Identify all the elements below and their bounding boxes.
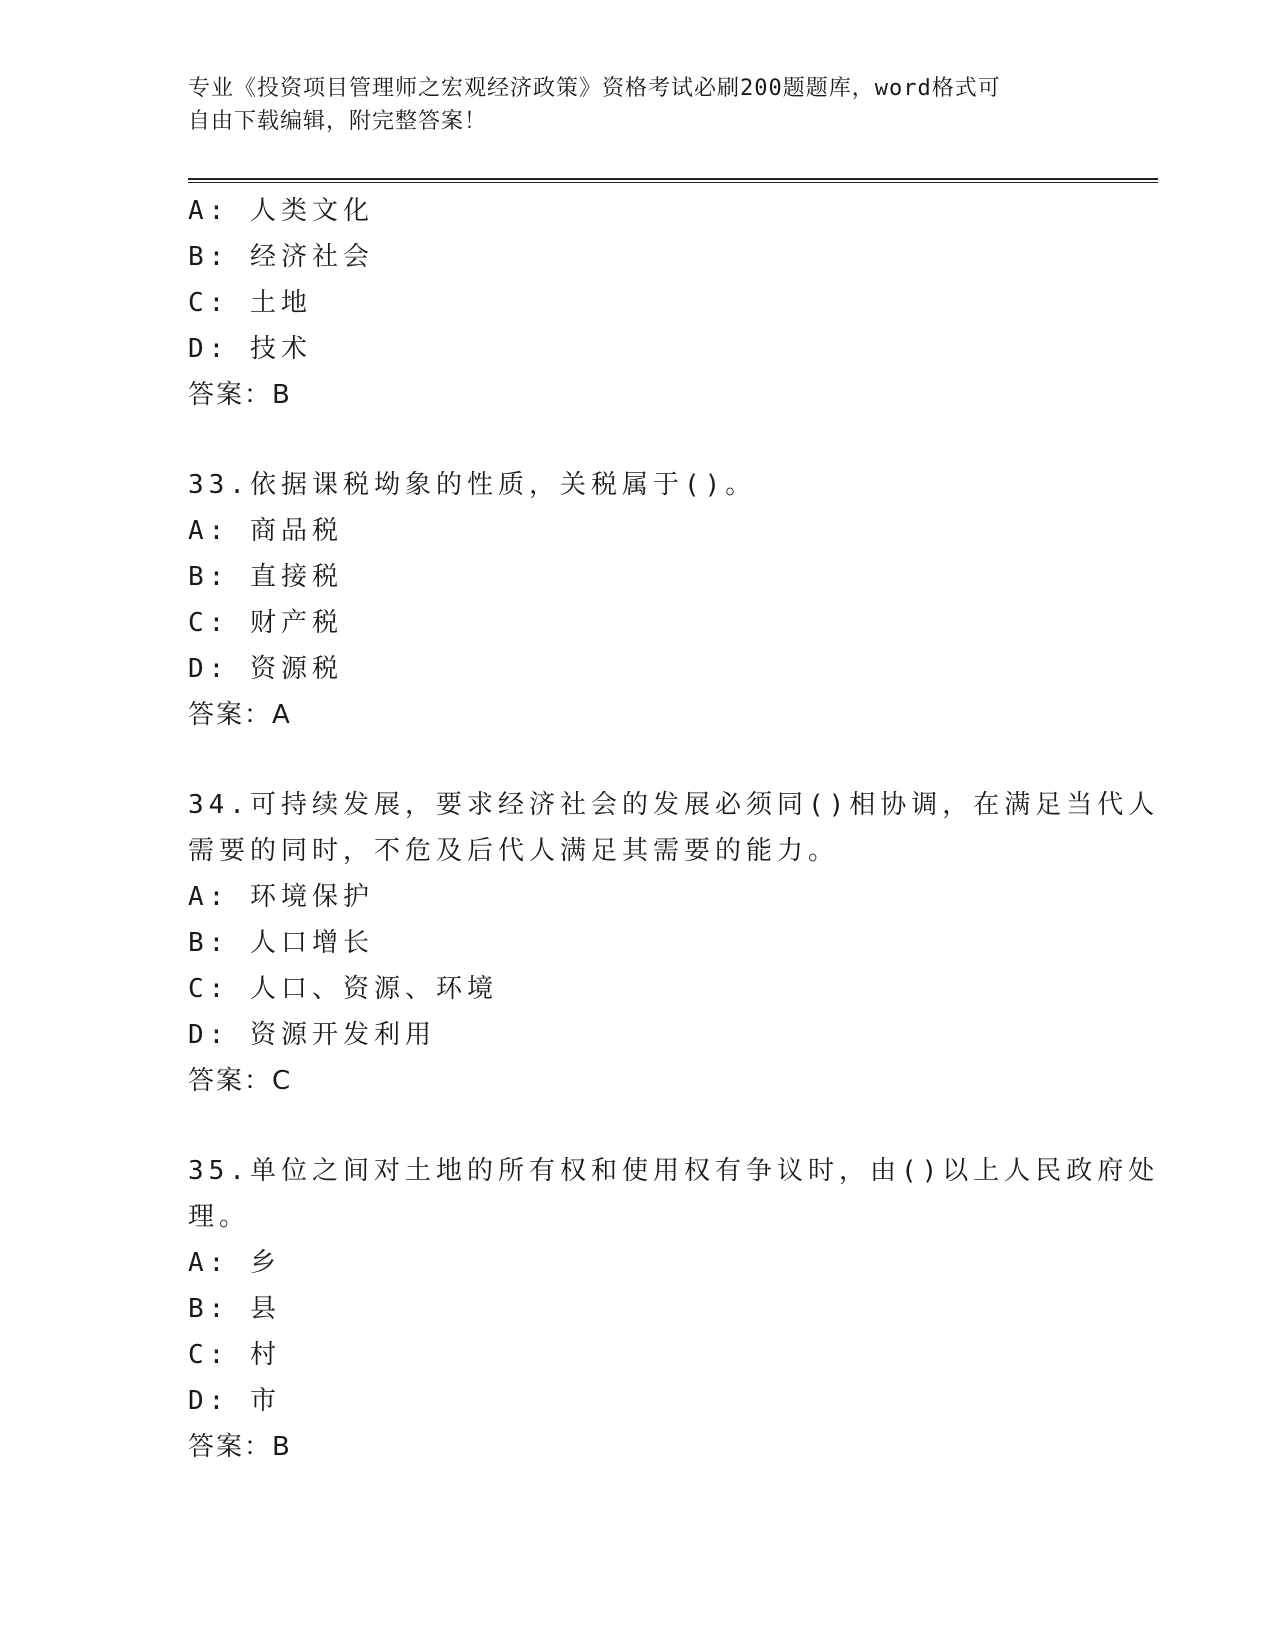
option-a: A: 人类文化 [188, 196, 374, 226]
header-line-1: 专业《投资项目管理师之宏观经济政策》资格考试必刷200题题库，word格式可 [188, 76, 1001, 101]
answer-label: 答案：B [188, 1432, 292, 1462]
question-33 [188, 462, 1088, 738]
option-a: A: 商品税 [188, 516, 343, 546]
question-stem-line-1: 34.可持续发展，要求经济社会的发展必须同()相协调，在满足当代人 [188, 790, 1160, 820]
option-d: D: 技术 [188, 334, 312, 364]
option-d: D: 资源开发利用 [188, 1020, 436, 1050]
question-stem-line-2: 需要的同时，不危及后代人满足其需要的能力。 [188, 836, 840, 866]
answer-label: 答案：C [188, 1066, 293, 1096]
option-c: C: 土地 [188, 288, 312, 318]
option-d: D: 市 [188, 1386, 281, 1416]
option-b: B: 经济社会 [188, 242, 374, 272]
option-a: A: 乡 [188, 1248, 281, 1278]
header-divider [188, 178, 1158, 183]
option-a: A: 环境保护 [188, 882, 374, 912]
question-32 [188, 188, 1088, 418]
question-list [188, 188, 1160, 1470]
question-34 [188, 782, 1160, 1104]
option-c: C: 村 [188, 1340, 281, 1370]
question-stem-line-2: 理。 [188, 1202, 251, 1232]
question-35 [188, 1148, 1160, 1470]
header-line-2: 自由下载编辑，附完整答案！ [188, 109, 488, 134]
option-b: B: 人口增长 [188, 928, 374, 958]
spacer [188, 418, 1088, 462]
option-b: B: 直接税 [188, 562, 343, 592]
option-c: C: 财产税 [188, 608, 343, 638]
option-c: C: 人口、资源、环境 [188, 974, 498, 1004]
answer-label: 答案：B [188, 380, 292, 410]
option-b: B: 县 [188, 1294, 281, 1324]
question-stem-line-1: 35.单位之间对土地的所有权和使用权有争议时，由()以上人民政府处 [188, 1156, 1160, 1186]
answer-label: 答案：A [188, 700, 292, 730]
spacer [188, 1104, 1088, 1148]
option-d: D: 资源税 [188, 654, 343, 684]
question-stem: 33.依据课税坳象的性质，关税属于()。 [188, 470, 757, 500]
spacer [188, 738, 1088, 782]
document-header [188, 72, 1088, 138]
